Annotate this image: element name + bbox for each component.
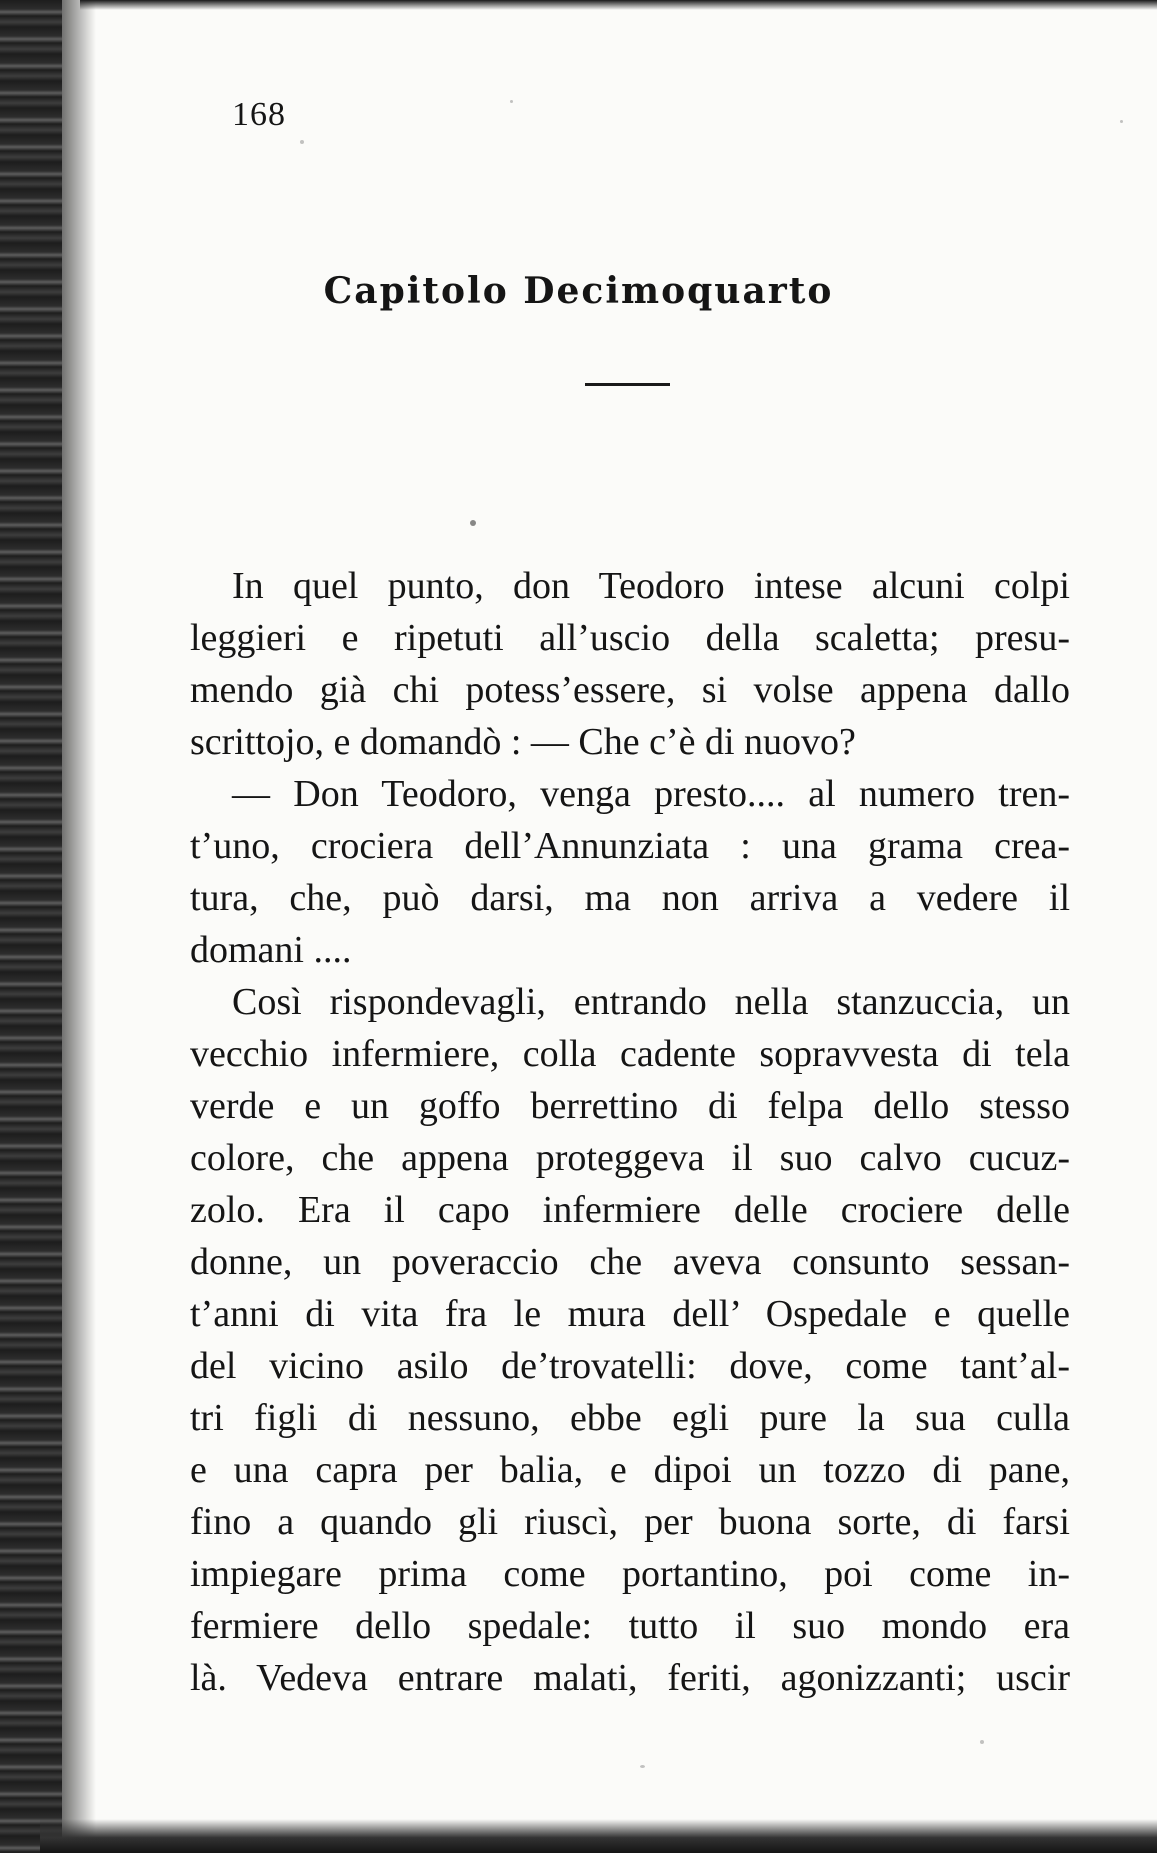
scan-speck <box>640 1765 645 1768</box>
text-line: tri figli di nessuno, ebbe egli pure la sua culla <box>190 1397 1070 1439</box>
page-number: 168 <box>232 96 286 133</box>
text-line: scrittojo, e domandò : — Che c’è di nuovo? <box>190 721 856 763</box>
text-line: fermiere dello spedale: tutto il suo mondo era <box>190 1605 1070 1647</box>
scan-speck <box>1120 120 1123 123</box>
text-line: tura, che, può darsi, ma non arriva a vedere il <box>190 877 1070 919</box>
text-line: Così rispondevagli, entrando nella stanzuccia, un <box>232 981 1070 1023</box>
chapter-title: Capitolo Decimoquarto <box>323 270 834 312</box>
text-line: donne, un poveraccio che aveva consunto sessan- <box>190 1241 1070 1283</box>
text-line: colore, che appena proteggeva il suo calvo cucuz- <box>190 1137 1070 1179</box>
text-line: t’anni di vita fra le mura dell’ Ospedale e quelle <box>190 1293 1070 1335</box>
text-line: impiegare prima come portantino, poi come in- <box>190 1553 1070 1595</box>
text-line: del vicino asilo de’trovatelli: dove, come tant’al- <box>190 1345 1070 1387</box>
text-line: mendo già chi potess’essere, si volse appena dallo <box>190 669 1070 711</box>
text-line: e una capra per balia, e dipoi un tozzo di pane, <box>190 1449 1070 1491</box>
bottom-page-edge <box>40 1819 1157 1853</box>
text-line: vecchio infermiere, colla cadente sopravvesta di tela <box>190 1033 1070 1075</box>
scan-speck <box>510 100 513 103</box>
scan-speck <box>300 140 304 144</box>
scan-speck <box>980 1740 984 1744</box>
text-line: — Don Teodoro, venga presto.... al numero tren- <box>232 773 1070 815</box>
text-line: domani .... <box>190 929 352 971</box>
scan-speck <box>470 520 476 526</box>
title-divider <box>585 383 670 386</box>
text-line: t’uno, crociera dell’Annunziata : una grama crea- <box>190 825 1070 867</box>
text-line: verde e un goffo berrettino di felpa dello stesso <box>190 1085 1070 1127</box>
text-line: fino a quando gli riuscì, per buona sorte, di farsi <box>190 1501 1070 1543</box>
text-line: là. Vedeva entrare malati, feriti, agonizzanti; uscir <box>190 1657 1070 1699</box>
top-page-edge <box>80 0 1157 10</box>
text-line: In quel punto, don Teodoro intese alcuni colpi <box>232 565 1070 607</box>
text-line: leggieri e ripetuti all’uscio della scaletta; presu- <box>190 617 1070 659</box>
body-text <box>190 560 1070 1704</box>
text-line: zolo. Era il capo infermiere delle crociere delle <box>190 1189 1070 1231</box>
